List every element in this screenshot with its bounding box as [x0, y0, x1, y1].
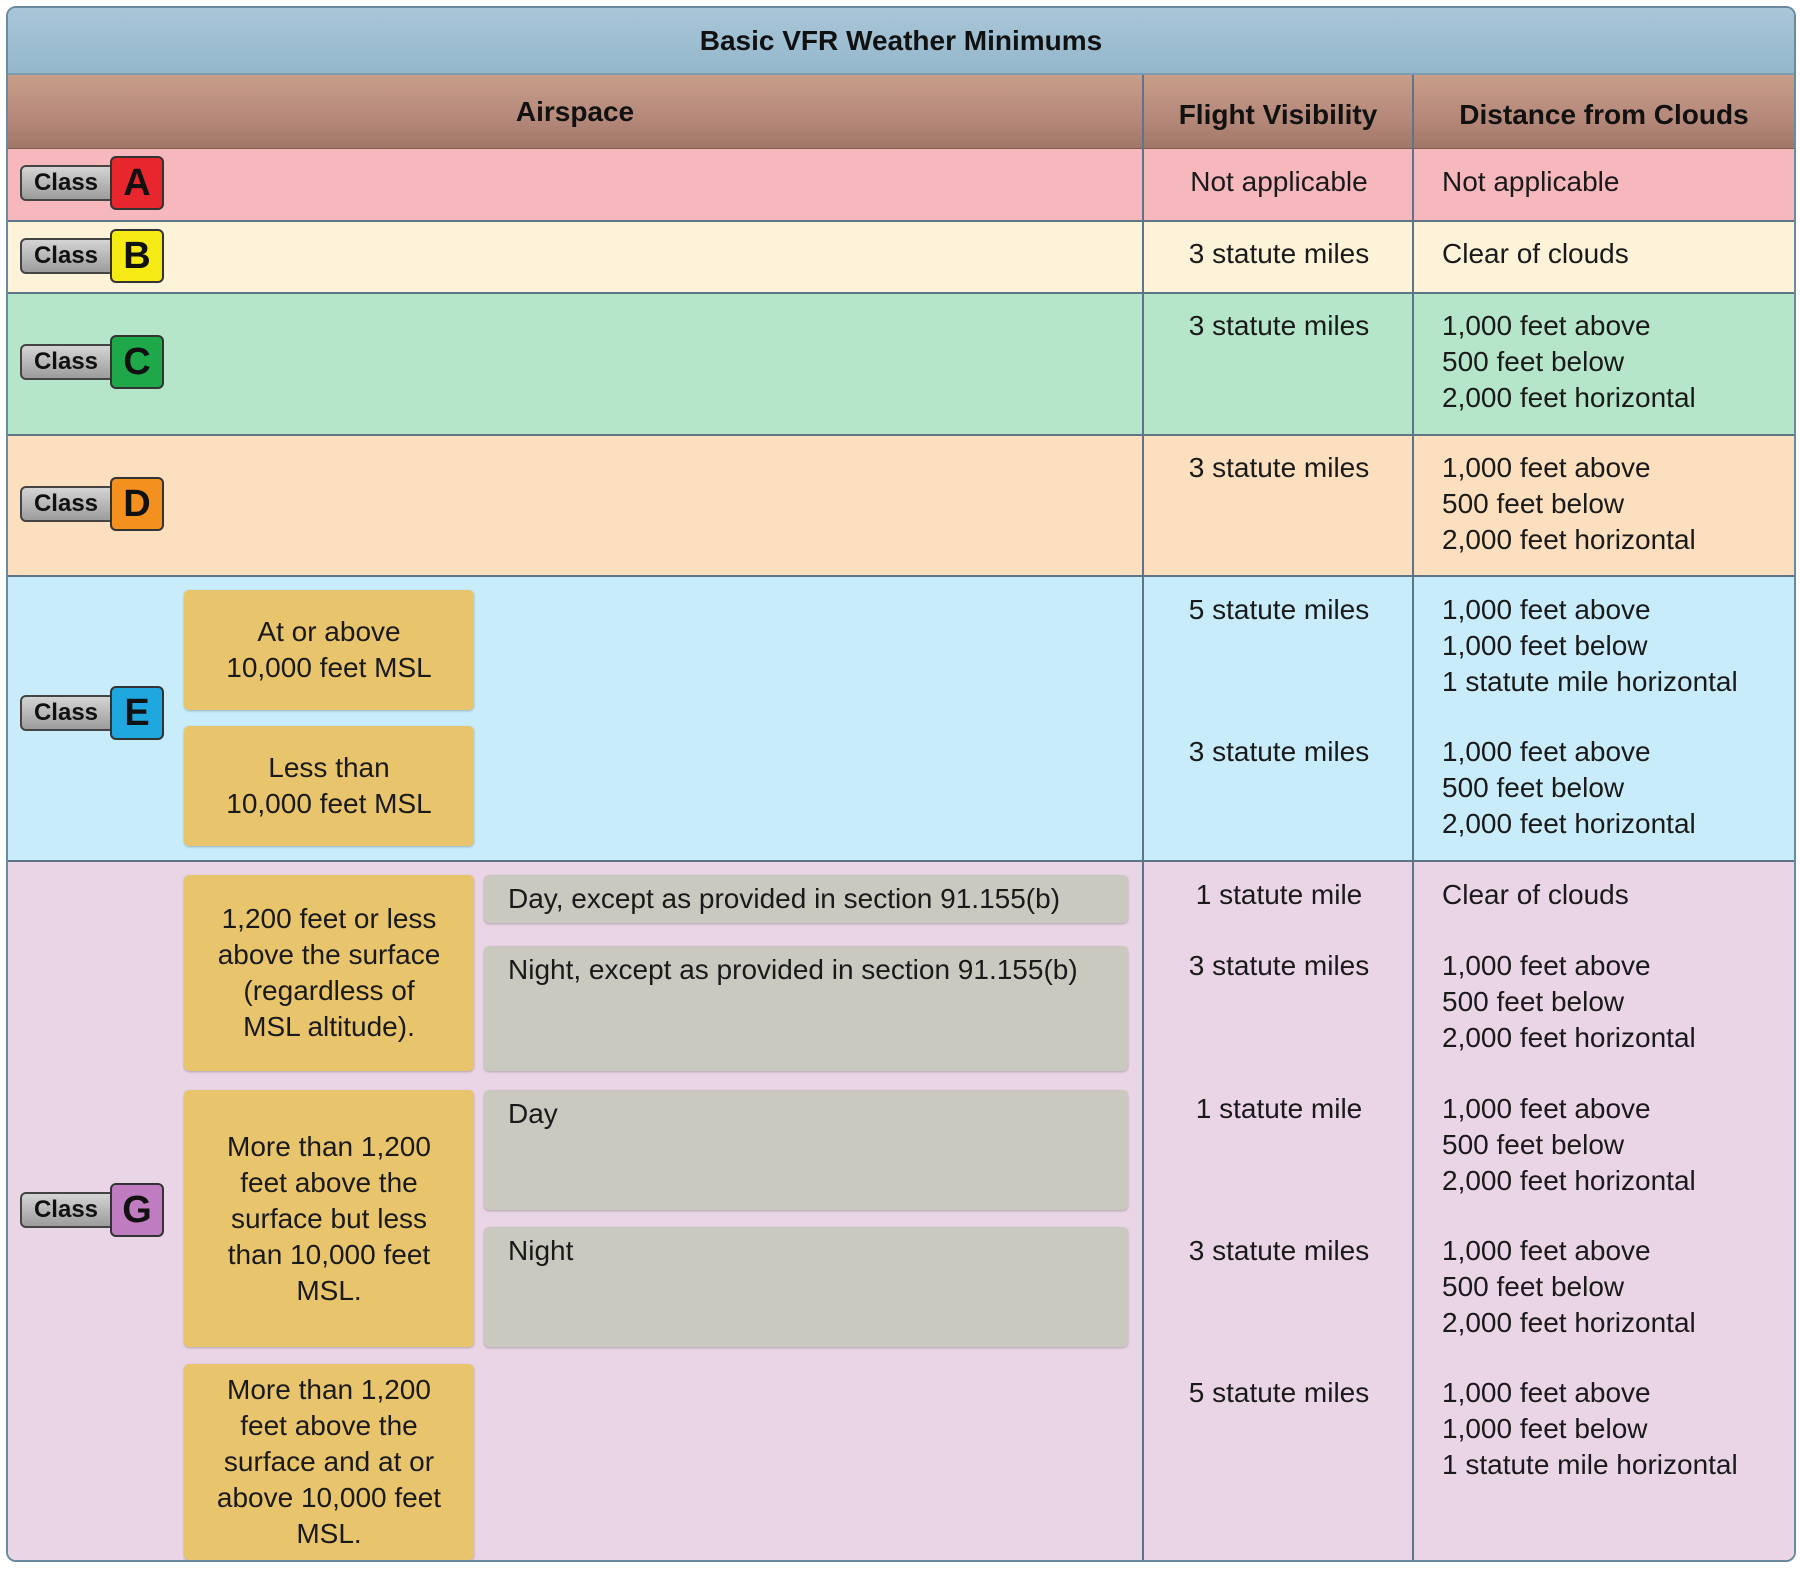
class-g-badge [20, 1186, 164, 1234]
class-letter-g: G [110, 1183, 164, 1237]
class-label: Class [20, 695, 112, 731]
class-letter-d: D [110, 477, 164, 531]
row-class-b [8, 222, 1794, 294]
class-b-badge [20, 232, 164, 280]
class-letter-e: E [110, 686, 164, 740]
class-label: Class [20, 165, 112, 201]
clouds-line: 500 feet below [1442, 1129, 1625, 1160]
class-label: Class [20, 238, 112, 274]
clouds-line: Clear of clouds [1442, 879, 1629, 910]
row-class-g [8, 862, 1794, 1562]
clouds-line: 2,000 feet horizontal [1442, 382, 1696, 413]
visibility-value: 3 statute miles [1188, 950, 1370, 981]
column-divider [1142, 75, 1144, 1560]
visibility-value: Not applicable [1190, 166, 1368, 197]
clouds-value: Clear of clouds [1442, 238, 1629, 269]
clouds-line: 1 statute mile horizontal [1442, 666, 1738, 697]
clouds-line: 1 statute mile horizontal [1442, 1449, 1738, 1480]
clouds-line: 500 feet below [1442, 1271, 1625, 1302]
class-label: Class [20, 1192, 112, 1228]
class-letter-c: C [110, 335, 164, 389]
visibility-value: 1 statute mile [1195, 1093, 1363, 1124]
class-letter-a: A [110, 156, 164, 210]
header-flight-visibility: Flight Visibility [1178, 98, 1378, 130]
class-d-badge [20, 480, 164, 528]
subcondition-night: Night [484, 1227, 1128, 1347]
class-e-badge [20, 689, 164, 737]
class-label: Class [20, 486, 112, 522]
condition-g-1200-to-10000: More than 1,200 feet above the surface but less than 10,000 feet MSL. [184, 1090, 474, 1347]
clouds-line: 2,000 feet horizontal [1442, 808, 1696, 839]
condition-g-1200-or-less: 1,200 feet or less above the surface (regardless of MSL altitude). [184, 875, 474, 1071]
clouds-line: 1,000 feet above [1442, 452, 1651, 483]
visibility-value: 5 statute miles [1188, 594, 1370, 625]
column-divider [1412, 75, 1414, 1560]
subcondition-day: Day [484, 1090, 1128, 1210]
clouds-line: 2,000 feet horizontal [1442, 524, 1696, 555]
clouds-line: 2,000 feet horizontal [1442, 1165, 1696, 1196]
condition-g-above-10000: More than 1,200 feet above the surface and at or above 10,000 feet MSL. [184, 1364, 474, 1560]
row-class-e [8, 577, 1794, 862]
class-letter-b: B [110, 229, 164, 283]
row-class-c [8, 294, 1794, 436]
vfr-minimums-table [6, 6, 1796, 1562]
visibility-value: 3 statute miles [1188, 310, 1370, 341]
visibility-value: 5 statute miles [1188, 1377, 1370, 1408]
clouds-line: 500 feet below [1442, 986, 1625, 1017]
clouds-line: 1,000 feet below [1442, 1413, 1648, 1444]
clouds-line: 1,000 feet above [1442, 1093, 1651, 1124]
class-label: Class [20, 344, 112, 380]
visibility-value: 3 statute miles [1188, 736, 1370, 767]
clouds-line: 1,000 feet above [1442, 950, 1651, 981]
subcondition-night-91155b: Night, except as provided in section 91.155(b) [484, 946, 1128, 1071]
table-title [8, 8, 1794, 75]
header-airspace: Airspace [515, 95, 635, 127]
clouds-line: 500 feet below [1442, 772, 1625, 803]
row-class-a [8, 149, 1794, 222]
clouds-line: 1,000 feet above [1442, 594, 1651, 625]
visibility-value: 1 statute mile [1195, 879, 1363, 910]
clouds-line: 1,000 feet above [1442, 1377, 1651, 1408]
clouds-line: 500 feet below [1442, 488, 1625, 519]
visibility-value: 3 statute miles [1188, 452, 1370, 483]
clouds-value: Not applicable [1442, 166, 1620, 197]
table-title-text: Basic VFR Weather Minimums [699, 24, 1103, 56]
class-c-badge [20, 338, 164, 386]
clouds-line: 1,000 feet above [1442, 310, 1651, 341]
visibility-value: 3 statute miles [1188, 1235, 1370, 1266]
column-header-row [8, 75, 1794, 150]
clouds-line: 2,000 feet horizontal [1442, 1022, 1696, 1053]
visibility-value: 3 statute miles [1188, 238, 1370, 269]
row-class-d [8, 436, 1794, 577]
clouds-line: 500 feet below [1442, 346, 1625, 377]
header-distance-from-clouds: Distance from Clouds [1459, 98, 1749, 130]
clouds-line: 1,000 feet above [1442, 1235, 1651, 1266]
clouds-line: 1,000 feet below [1442, 630, 1648, 661]
condition-e-below-10000: Less than 10,000 feet MSL [184, 726, 474, 846]
subcondition-day-91155b: Day, except as provided in section 91.155(b) [484, 875, 1128, 923]
clouds-line: 2,000 feet horizontal [1442, 1307, 1696, 1338]
condition-e-above-10000: At or above 10,000 feet MSL [184, 590, 474, 710]
clouds-line: 1,000 feet above [1442, 736, 1651, 767]
class-a-badge [20, 159, 164, 207]
